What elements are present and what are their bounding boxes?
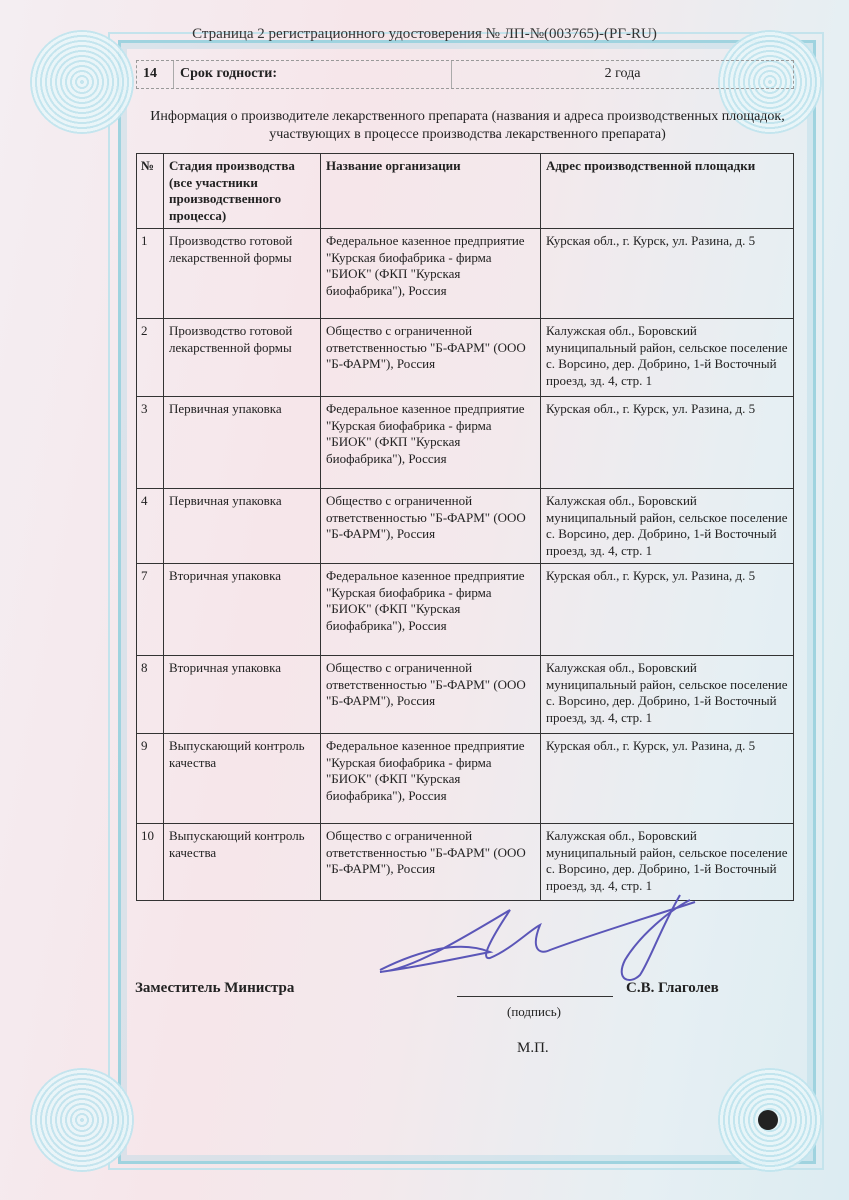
row-number: 3 (137, 397, 164, 489)
page-title: Страница 2 регистрационного удостоверения № ЛП-№(003765)-(РГ-RU) (192, 26, 657, 42)
col-organization: Название организации (321, 154, 541, 229)
table-row (137, 656, 794, 734)
row-stage: Выпускающий контроль качества (164, 824, 321, 901)
signatory-position: Заместитель Министра (135, 980, 295, 996)
table-row (137, 489, 794, 564)
row-number: 7 (137, 564, 164, 656)
row-organization: Общество с ограниченной ответственностью "Б-ФАРМ" (ООО "Б-ФАРМ"), Россия (321, 319, 541, 397)
row-address: Курская обл., г. Курск, ул. Разина, д. 5 (541, 397, 794, 489)
row-address: Калужская обл., Боровский муниципальный район, сельское поселение с. Ворсино, дер. Добрино, 1-й Восточный проезд, зд. 4, стр. 1 (541, 319, 794, 397)
table-row (137, 319, 794, 397)
table-row (137, 564, 794, 656)
row-number: 4 (137, 489, 164, 564)
row-organization: Федеральное казенное предприятие "Курская биофабрика - фирма "БИОК" (ФКП "Курская биофабрика"), Россия (321, 397, 541, 489)
shelf-life-row (136, 60, 794, 89)
row-organization: Общество с ограниченной ответственностью "Б-ФАРМ" (ООО "Б-ФАРМ"), Россия (321, 824, 541, 901)
stamp-place: М.П. (517, 1040, 549, 1056)
row-organization: Федеральное казенное предприятие "Курская биофабрика - фирма "БИОК" (ФКП "Курская биофабрика"), Россия (321, 734, 541, 824)
row-stage: Вторичная упаковка (164, 656, 321, 734)
signature-image (340, 880, 720, 990)
row-organization: Общество с ограниченной ответственностью "Б-ФАРМ" (ООО "Б-ФАРМ"), Россия (321, 656, 541, 734)
corner-rosette (30, 30, 134, 134)
row-stage: Выпускающий контроль качества (164, 734, 321, 824)
manufacturers-table (136, 153, 794, 901)
row-address: Калужская обл., Боровский муниципальный район, сельское поселение с. Ворсино, дер. Добрино, 1-й Восточный проезд, зд. 4, стр. 1 (541, 656, 794, 734)
row-stage: Первичная упаковка (164, 397, 321, 489)
row-address: Калужская обл., Боровский муниципальный район, сельское поселение с. Ворсино, дер. Добрино, 1-й Восточный проезд, зд. 4, стр. 1 (541, 824, 794, 901)
signature-line (457, 996, 613, 997)
row-number: 2 (137, 319, 164, 397)
row-stage: Первичная упаковка (164, 489, 321, 564)
signatory-name: С.В. Глаголев (626, 980, 719, 996)
row-stage: Вторичная упаковка (164, 564, 321, 656)
item-number: 14 (137, 61, 174, 88)
table-row (137, 229, 794, 319)
row-stage: Производство готовой лекарственной формы (164, 229, 321, 319)
row-organization: Федеральное казенное предприятие "Курская биофабрика - фирма "БИОК" (ФКП "Курская биофабрика"), Россия (321, 229, 541, 319)
row-address: Курская обл., г. Курск, ул. Разина, д. 5 (541, 734, 794, 824)
signature-caption: (подпись) (507, 1004, 561, 1019)
row-address: Курская обл., г. Курск, ул. Разина, д. 5 (541, 229, 794, 319)
row-number: 10 (137, 824, 164, 901)
row-address: Курская обл., г. Курск, ул. Разина, д. 5 (541, 564, 794, 656)
manufacturer-info-heading: Информация о производителе лекарственного препарата (названия и адреса производственных площадок, участвующих в процессе производства лекарственного препарата) (150, 109, 785, 142)
row-number: 9 (137, 734, 164, 824)
item-value: 2 года (604, 66, 641, 81)
row-number: 1 (137, 229, 164, 319)
row-address: Калужская обл., Боровский муниципальный район, сельское поселение с. Ворсино, дер. Добрино, 1-й Восточный проезд, зд. 4, стр. 1 (541, 489, 794, 564)
row-stage: Производство готовой лекарственной формы (164, 319, 321, 397)
col-address: Адрес производственной площадки (541, 154, 794, 229)
row-number: 8 (137, 656, 164, 734)
table-row (137, 734, 794, 824)
item-label: Срок годности: (174, 61, 452, 88)
table-row (137, 397, 794, 489)
col-stage: Стадия производства (все участники производственного процесса) (164, 154, 321, 229)
row-organization: Общество с ограниченной ответственностью "Б-ФАРМ" (ООО "Б-ФАРМ"), Россия (321, 489, 541, 564)
corner-rosette (30, 1068, 134, 1172)
row-organization: Федеральное казенное предприятие "Курская биофабрика - фирма "БИОК" (ФКП "Курская биофабрика"), Россия (321, 564, 541, 656)
hole-punch (758, 1110, 778, 1130)
table-header-row (137, 154, 794, 229)
col-number: № (137, 154, 164, 229)
